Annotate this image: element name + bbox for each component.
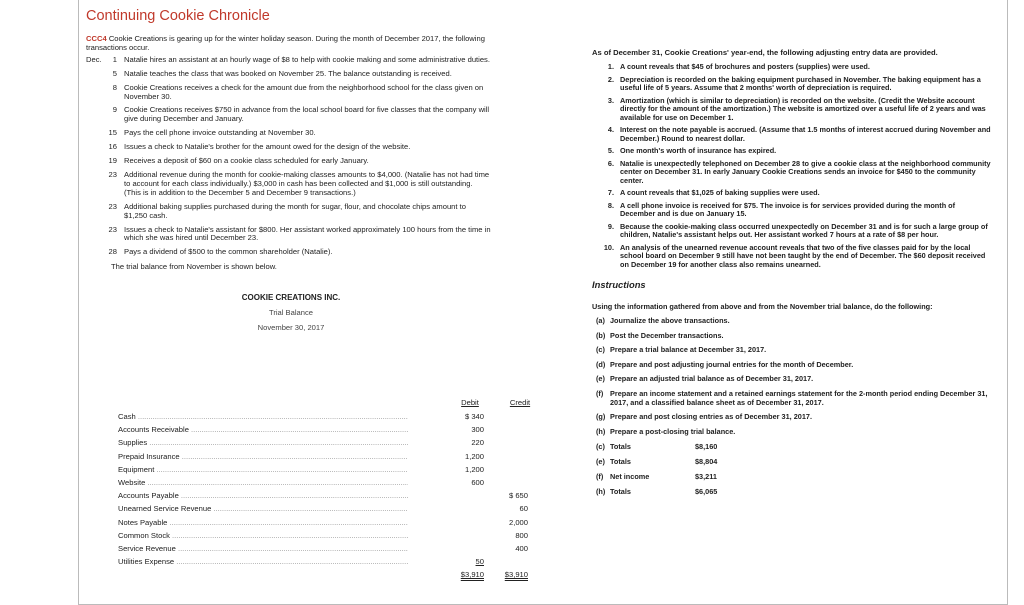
transaction-month (86, 157, 104, 166)
answer-check (596, 442, 992, 451)
company-name: COOKIE CREATIONS INC. (241, 293, 341, 303)
account-name: Unearned Service Revenue ..... (118, 502, 408, 515)
adjusting-item (592, 147, 992, 156)
answer-check (596, 472, 992, 481)
transaction-day: 19 (108, 156, 117, 166)
step-letter: (b) (596, 330, 606, 340)
account-name: Notes Payable ..... (118, 516, 408, 529)
table-row (118, 476, 538, 489)
adjusting-text: Because the cookie-making class occurred unexpectedly on December 31 and is for such a large group of children, Natalie's assistant helps out. Her assistant worked 7 hours at a rate of $8 per hour. (620, 221, 988, 239)
adjusting-number: 2. (607, 74, 614, 84)
transaction-item (86, 248, 491, 257)
transaction-month (86, 143, 104, 152)
step-text: Journalize the above transactions. (610, 316, 730, 325)
transaction-text: Natalie teaches the class that was booked on November 25. The balance outstanding is received. (124, 68, 452, 78)
transaction-text: Pays a dividend of $500 to the common shareholder (Natalie). (124, 247, 333, 257)
transaction-day: 15 (108, 128, 117, 138)
answer-check (596, 487, 992, 496)
table-row (118, 502, 538, 515)
trial-balance-heading (141, 293, 441, 332)
table-row (118, 410, 538, 423)
trial-balance-table (118, 398, 538, 582)
adjusting-text: An analysis of the unearned revenue account reveals that two of the five classes paid for by the local school board on December 9 still have not been taught by the end of December. The $60 deposit received on December 19 for another class also remains unearned. (620, 242, 986, 269)
credit-amount: 2,000 (508, 517, 528, 527)
debit-amount: 1,200 (464, 451, 484, 461)
debit-amount: 1,200 (464, 464, 484, 474)
adjusting-number: 6. (607, 158, 614, 168)
answer-label: Totals (610, 487, 631, 497)
step-letter: (a) (596, 316, 605, 325)
transaction-text: Cookie Creations receives a check for the amount due from the neighborhood school for the class given on November 30. (124, 82, 484, 101)
debit-amount: 50 (475, 557, 484, 567)
intro-text: Cookie Creations is gearing up for the winter holiday season. During the month of December 2017, the following transactions occur. (86, 34, 485, 53)
instruction-step (596, 361, 992, 370)
transaction-item (86, 203, 491, 221)
intro-paragraph (86, 34, 491, 53)
transaction-item (86, 70, 491, 79)
instruction-step (596, 346, 992, 355)
transaction-day: 9 (112, 105, 117, 115)
transaction-month (86, 106, 104, 124)
answer-value: $8,160 (695, 442, 718, 452)
step-letter: (g) (596, 412, 606, 422)
instructions-steps (592, 317, 992, 436)
answer-value: $3,211 (695, 472, 717, 482)
step-text: Prepare a trial balance at December 31, 2017. (610, 345, 767, 355)
account-name: Accounts Receivable ..... (118, 423, 408, 436)
statement-title: Trial Balance (268, 308, 314, 318)
transaction-text: Pays the cell phone invoice outstanding at November 30. (124, 128, 316, 138)
adjusting-item (592, 160, 992, 186)
adjusting-text: Amortization (which is similar to depreciation) is recorded on the website. (Credit the Website account directly for the amount of the amortization.) The website is amortized over a useful life of 2 years and was available for use on December 1. (620, 95, 986, 122)
adjusting-number: 10. (603, 242, 614, 252)
adjusting-item (592, 223, 992, 240)
transaction-day: 16 (108, 142, 117, 152)
debit-amount: $ 340 (464, 412, 484, 421)
answer-label: Totals (610, 457, 631, 467)
debit-amount: 600 (471, 477, 484, 487)
transaction-item (86, 129, 491, 138)
transaction-item (86, 106, 491, 124)
table-totals (118, 570, 538, 582)
debit-header: Debit (461, 398, 479, 407)
transaction-day: 23 (108, 224, 117, 234)
transaction-text: Issues a check to Natalie's brother for the amount owed for the design of the website. (124, 142, 411, 152)
step-text: Prepare a post-closing trial balance. (610, 426, 736, 436)
transaction-text: Cookie Creations receives $750 in advance from the local school board for five classes that the company will give during December and January. (124, 105, 490, 124)
step-letter: (c) (596, 345, 605, 355)
transaction-day: 5 (112, 68, 117, 78)
step-text: Prepare and post closing entries as of December 31, 2017. (610, 412, 812, 422)
credit-amount: 400 (515, 543, 528, 553)
adjusting-item (592, 202, 992, 219)
answer-letter: (f) (596, 472, 604, 482)
transaction-item (86, 56, 491, 65)
transaction-day: 23 (108, 169, 117, 179)
credit-amount: $ 650 (508, 491, 528, 501)
answer-value: $8,804 (695, 457, 718, 467)
transaction-day: 8 (112, 82, 117, 92)
instruction-step (596, 332, 992, 341)
transaction-month (86, 226, 104, 244)
credit-header: Credit (509, 398, 531, 407)
answer-check (596, 457, 992, 466)
step-letter: (f) (596, 388, 604, 398)
table-row (118, 450, 538, 463)
adjusting-text: A cell phone invoice is received for $75. The invoice is for services provided during the month of December and is due on January 15. (620, 200, 956, 218)
account-name: Accounts Payable ..... (118, 489, 408, 502)
table-row (118, 463, 538, 476)
left-column (86, 8, 491, 338)
transaction-text: Additional baking supplies purchased during the month for sugar, flour, and chocolate chips amount to $1,250 cash. (124, 201, 466, 220)
adjusting-number: 8. (607, 200, 614, 210)
adjusting-item (592, 126, 992, 143)
answer-value: $6,065 (695, 487, 718, 497)
answer-letter: (e) (596, 457, 605, 467)
instruction-step (596, 390, 992, 407)
transaction-month (86, 70, 104, 79)
debit-amount: 220 (471, 438, 484, 448)
account-name: Equipment ..... (118, 463, 408, 476)
account-name: Website ..... (118, 476, 408, 489)
intro-tag: CCC4 (86, 34, 107, 43)
table-row (118, 542, 538, 555)
step-letter: (d) (596, 359, 606, 369)
step-text: Prepare an adjusted trial balance as of December 31, 2017. (610, 374, 814, 384)
answer-checks (592, 442, 992, 496)
instruction-step (596, 413, 992, 422)
table-row (118, 516, 538, 529)
table-header (118, 398, 538, 410)
credit-amount: 60 (519, 504, 528, 514)
transaction-item (86, 157, 491, 166)
transaction-text: Natalie hires an assistant at an hourly wage of $8 to help with cookie making and some administrative duties. (124, 54, 490, 64)
credit-amount: 800 (515, 530, 528, 540)
adjusting-item (592, 244, 992, 270)
account-name: Utilities Expense ..... (118, 555, 408, 568)
answer-letter: (c) (596, 442, 605, 452)
transaction-day: 23 (108, 201, 117, 211)
adjusting-text: One month's worth of insurance has expired. (620, 146, 777, 155)
instruction-step (596, 317, 992, 326)
transaction-month (86, 84, 104, 102)
statement-date: November 30, 2017 (257, 323, 325, 333)
adjusting-number: 5. (607, 146, 614, 155)
adjusting-text: Interest on the note payable is accrued. (Assume that 1.5 months of interest accrued during November and December.) Round to nearest dollar. (620, 125, 991, 143)
transaction-text: Additional revenue during the month for cookie-making classes amounts to $4,000. (Natalie has not had time to account for each class individually.) $3,000 in cash has been collected and $1,000 is still outstanding. (This is in addition to the December 5 and December 9 transactions.) (124, 169, 490, 197)
instructions-lead: Using the information gathered from above and from the November trial balance, do the following: (592, 302, 933, 311)
step-letter: (e) (596, 374, 605, 384)
right-column (592, 48, 992, 502)
account-name: Cash ..... (118, 410, 408, 423)
table-row (118, 423, 538, 436)
table-body (118, 410, 538, 568)
adjusting-intro: As of December 31, Cookie Creations' year-end, the following adjusting entry data are provided. (592, 48, 938, 57)
transaction-day: 1 (112, 54, 117, 64)
adjusting-number: 4. (607, 125, 614, 134)
table-row (118, 436, 538, 449)
adjusting-item (592, 76, 992, 93)
transaction-list (86, 56, 491, 257)
step-text: Post the December transactions. (610, 330, 724, 340)
transaction-month (86, 129, 104, 138)
trial-balance-intro: The trial balance from November is shown below. (111, 262, 277, 272)
adjusting-number: 7. (607, 188, 614, 197)
instruction-step (596, 375, 992, 384)
adjusting-text: Natalie is unexpectedly telephoned on December 28 to give a cookie class at the neighborhood community center on December 31. In early January Cookie Creations sends an invoice for $450 to the community center. (620, 158, 991, 185)
total-credit: $3,910 (504, 570, 528, 580)
step-text: Prepare an income statement and a retained earnings statement for the 2-month period ending December 31, 2017, and a classified balance sheet as of December 31, 2017. (610, 388, 988, 407)
table-row (118, 489, 538, 502)
transaction-item (86, 226, 491, 244)
transaction-item (86, 143, 491, 152)
debit-amount: 300 (471, 425, 484, 435)
transaction-text: Receives a deposit of $60 on a cookie class scheduled for early January. (124, 156, 369, 166)
table-row (118, 555, 538, 568)
answer-label: Net income (610, 472, 650, 482)
transaction-month (86, 248, 104, 257)
account-name: Prepaid Insurance ..... (118, 450, 408, 463)
adjusting-number: 9. (607, 221, 614, 231)
adjusting-text: A count reveals that $45 of brochures and posters (supplies) were used. (620, 62, 870, 71)
account-name: Common Stock ..... (118, 529, 408, 542)
account-name: Service Revenue ..... (118, 542, 408, 555)
adjusting-item (592, 63, 992, 72)
adjusting-text: A count reveals that $1,025 of baking supplies were used. (620, 188, 820, 197)
adjusting-item (592, 97, 992, 123)
adjusting-number: 3. (607, 95, 614, 105)
answer-letter: (h) (596, 487, 606, 497)
transaction-item (86, 84, 491, 102)
transaction-item (86, 171, 491, 198)
transaction-month (86, 203, 104, 221)
instruction-step (596, 428, 992, 437)
adjusting-text: Depreciation is recorded on the baking equipment purchased in November. The baking equipment has a useful life of 5 years. Assume that 2 months' worth of depreciation is required. (620, 74, 981, 92)
account-name: Supplies ..... (118, 436, 408, 449)
transaction-day: 28 (108, 247, 117, 257)
step-text: Prepare and post adjusting journal entries for the month of December. (610, 359, 854, 369)
answer-label: Totals (610, 442, 631, 452)
transaction-month: Dec. (86, 54, 102, 64)
adjusting-item (592, 189, 992, 198)
adjusting-list (592, 63, 992, 269)
page-title: Continuing Cookie Chronicle (86, 8, 270, 24)
step-letter: (h) (596, 426, 606, 436)
adjusting-number: 1. (607, 62, 614, 71)
total-debit: $3,910 (460, 570, 484, 580)
instructions-heading: Instructions (592, 279, 646, 290)
table-row (118, 529, 538, 542)
transaction-month (86, 171, 104, 198)
transaction-text: Issues a check to Natalie's assistant for $800. Her assistant worked approximately 100 hours from the time in which she was hired until December 23. (124, 224, 491, 243)
